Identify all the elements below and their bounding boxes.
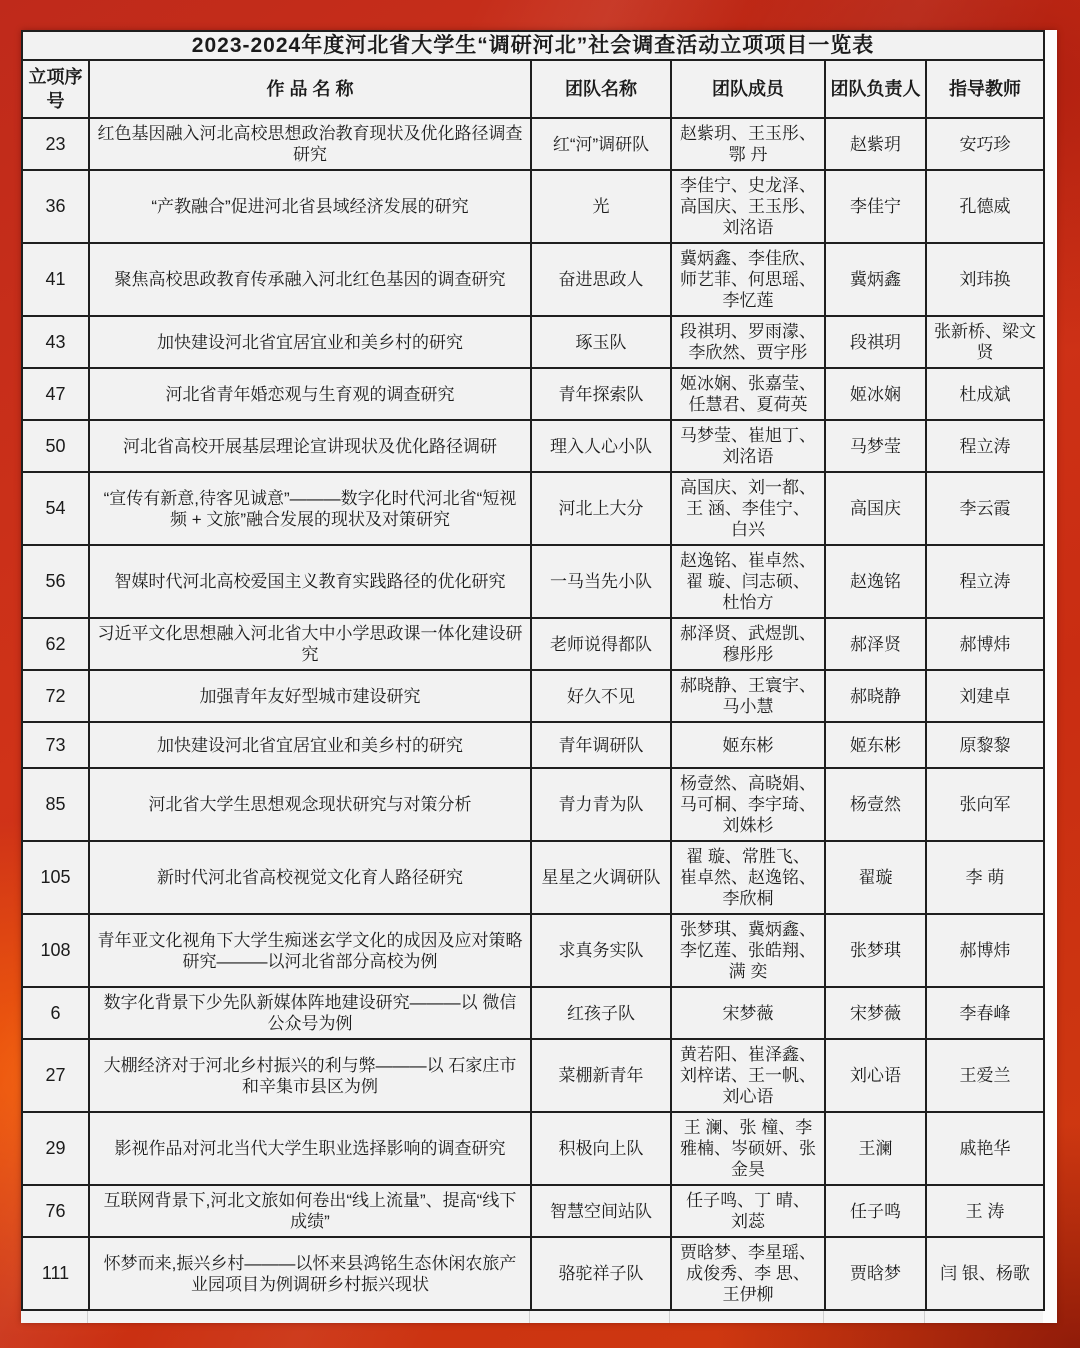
team-leader-cell: 宋梦薇 — [825, 987, 926, 1039]
advisor-cell: 郝博炜 — [926, 618, 1044, 670]
team-leader-cell: 马梦莹 — [825, 420, 926, 472]
advisor-cell: 安巧珍 — [926, 118, 1044, 170]
table-row — [22, 1112, 1044, 1185]
team-leader-cell: 段祺玥 — [825, 316, 926, 368]
team-name-cell: 琢玉队 — [531, 316, 671, 368]
work-name-cell: 习近平文化思想融入河北省大中小学思政课一体化建设研究 — [89, 618, 531, 670]
team-members-cell: 郝泽贤、武煜凯、穆彤彤 — [671, 618, 825, 670]
advisor-cell: 戚艳华 — [926, 1112, 1044, 1185]
team-name-cell: 光 — [531, 170, 671, 243]
team-members-cell: 任子鸣、丁 晴、刘蕊 — [671, 1185, 825, 1237]
table-row — [22, 670, 1044, 722]
work-name-cell: 数字化背景下少先队新媒体阵地建设研究———以 微信公众号为例 — [89, 987, 531, 1039]
header-project-no: 立项序号 — [22, 60, 89, 118]
team-members-cell: 高国庆、刘一都、王 涵、李佳宁、白兴 — [671, 472, 825, 545]
work-name-cell: 互联网背景下,河北文旅如何卷出“线上流量”、提高“线下成绩” — [89, 1185, 531, 1237]
advisor-cell: 张向军 — [926, 768, 1044, 841]
team-name-cell: 青年探索队 — [531, 368, 671, 420]
team-name-cell: 青力青为队 — [531, 768, 671, 841]
table-row — [22, 316, 1044, 368]
team-members-cell: 姬东彬 — [671, 722, 825, 768]
work-name-cell: “宣传有新意,待客见诚意”———数字化时代河北省“短视频 + 文旅”融合发展的现状及对策研究 — [89, 472, 531, 545]
table-row — [22, 768, 1044, 841]
header-team-leader: 团队负责人 — [825, 60, 926, 118]
team-name-cell: 好久不见 — [531, 670, 671, 722]
work-name-cell: 河北省青年婚恋观与生育观的调查研究 — [89, 368, 531, 420]
partial-next-row-strip — [21, 1311, 1043, 1323]
work-name-cell: 智媒时代河北高校爱国主义教育实践路径的优化研究 — [89, 545, 531, 618]
table-body — [22, 118, 1044, 1310]
project-no-cell: 36 — [22, 170, 89, 243]
advisor-cell: 李 萌 — [926, 841, 1044, 914]
advisor-cell: 原黎黎 — [926, 722, 1044, 768]
team-leader-cell: 赵紫玥 — [825, 118, 926, 170]
table-row — [22, 987, 1044, 1039]
team-name-cell: 老师说得都队 — [531, 618, 671, 670]
project-no-cell: 54 — [22, 472, 89, 545]
project-no-cell: 47 — [22, 368, 89, 420]
table-row — [22, 841, 1044, 914]
team-leader-cell: 郝泽贤 — [825, 618, 926, 670]
table-row — [22, 1039, 1044, 1112]
advisor-cell: 孔德威 — [926, 170, 1044, 243]
work-name-cell: “产教融合”促进河北省县域经济发展的研究 — [89, 170, 531, 243]
table-row — [22, 118, 1044, 170]
work-name-cell: 大棚经济对于河北乡村振兴的利与弊———以 石家庄市和辛集市县区为例 — [89, 1039, 531, 1112]
team-members-cell: 郝晓静、王寰宇、马小慧 — [671, 670, 825, 722]
work-name-cell: 河北省大学生思想观念现状研究与对策分析 — [89, 768, 531, 841]
team-name-cell: 一马当先小队 — [531, 545, 671, 618]
work-name-cell: 加快建设河北省宜居宜业和美乡村的研究 — [89, 316, 531, 368]
project-no-cell: 50 — [22, 420, 89, 472]
team-leader-cell: 刘心语 — [825, 1039, 926, 1112]
team-members-cell: 马梦莹、崔旭丁、刘洺语 — [671, 420, 825, 472]
team-name-cell: 骆驼祥子队 — [531, 1237, 671, 1310]
team-leader-cell: 郝晓静 — [825, 670, 926, 722]
team-members-cell: 贾晗梦、李星瑶、成俊秀、李 思、王伊柳 — [671, 1237, 825, 1310]
project-no-cell: 111 — [22, 1237, 89, 1310]
table-row — [22, 368, 1044, 420]
work-name-cell: 青年亚文化视角下大学生痴迷玄学文化的成因及应对策略研究———以河北省部分高校为例 — [89, 914, 531, 987]
table-row — [22, 1185, 1044, 1237]
advisor-cell: 闫 银、杨歌 — [926, 1237, 1044, 1310]
team-name-cell: 红“河”调研队 — [531, 118, 671, 170]
team-members-cell: 张梦琪、冀炳鑫、李忆莲、张皓翔、满 奕 — [671, 914, 825, 987]
table-row — [22, 170, 1044, 243]
advisor-cell: 杜成斌 — [926, 368, 1044, 420]
table-title: 2023-2024年度河北省大学生“调研河北”社会调查活动立项项目一览表 — [22, 31, 1044, 60]
table-row — [22, 243, 1044, 316]
team-leader-cell: 姬冰娴 — [825, 368, 926, 420]
team-leader-cell: 姬东彬 — [825, 722, 926, 768]
team-leader-cell: 赵逸铭 — [825, 545, 926, 618]
team-name-cell: 积极向上队 — [531, 1112, 671, 1185]
team-leader-cell: 张梦琪 — [825, 914, 926, 987]
work-name-cell: 怀梦而来,振兴乡村———以怀来县鸿铭生态休闲农旅产业园项目为例调研乡村振兴现状 — [89, 1237, 531, 1310]
team-members-cell: 赵逸铭、崔卓然、翟 璇、闫志硕、杜怡方 — [671, 545, 825, 618]
team-name-cell: 红孩子队 — [531, 987, 671, 1039]
team-leader-cell: 杨壹然 — [825, 768, 926, 841]
header-advisor: 指导教师 — [926, 60, 1044, 118]
team-name-cell: 星星之火调研队 — [531, 841, 671, 914]
team-members-cell: 冀炳鑫、李佳欣、师艺菲、何思瑶、李忆莲 — [671, 243, 825, 316]
team-leader-cell: 贾晗梦 — [825, 1237, 926, 1310]
team-leader-cell: 高国庆 — [825, 472, 926, 545]
header-team-members: 团队成员 — [671, 60, 825, 118]
project-no-cell: 76 — [22, 1185, 89, 1237]
project-no-cell: 23 — [22, 118, 89, 170]
advisor-cell: 刘玮换 — [926, 243, 1044, 316]
advisor-cell: 李云霞 — [926, 472, 1044, 545]
table-row — [22, 722, 1044, 768]
project-no-cell: 73 — [22, 722, 89, 768]
advisor-cell: 李春峰 — [926, 987, 1044, 1039]
team-members-cell: 王 澜、张 橦、李雅楠、岑硕妍、张金昊 — [671, 1112, 825, 1185]
advisor-cell: 程立涛 — [926, 545, 1044, 618]
advisor-cell: 王爱兰 — [926, 1039, 1044, 1112]
header-work-name: 作 品 名 称 — [89, 60, 531, 118]
team-members-cell: 黄若阳、崔泽鑫、刘梓诺、王一帆、刘心语 — [671, 1039, 825, 1112]
table-row — [22, 545, 1044, 618]
advisor-cell: 王 涛 — [926, 1185, 1044, 1237]
work-name-cell: 聚焦高校思政教育传承融入河北红色基因的调查研究 — [89, 243, 531, 316]
project-no-cell: 72 — [22, 670, 89, 722]
team-name-cell: 理入人心小队 — [531, 420, 671, 472]
team-members-cell: 杨壹然、高晓娟、马可桐、李宇琦、刘姝杉 — [671, 768, 825, 841]
team-name-cell: 菜棚新青年 — [531, 1039, 671, 1112]
team-members-cell: 翟 璇、常胜飞、崔卓然、赵逸铭、李欣桐 — [671, 841, 825, 914]
advisor-cell: 郝博炜 — [926, 914, 1044, 987]
project-no-cell: 29 — [22, 1112, 89, 1185]
table-row — [22, 420, 1044, 472]
team-members-cell: 李佳宁、史龙泽、高国庆、王玉彤、刘洺语 — [671, 170, 825, 243]
project-no-cell: 43 — [22, 316, 89, 368]
project-no-cell: 108 — [22, 914, 89, 987]
table-row — [22, 1237, 1044, 1310]
work-name-cell: 新时代河北省高校视觉文化育人路径研究 — [89, 841, 531, 914]
table-row — [22, 472, 1044, 545]
team-name-cell: 智慧空间站队 — [531, 1185, 671, 1237]
project-no-cell: 56 — [22, 545, 89, 618]
project-no-cell: 105 — [22, 841, 89, 914]
project-no-cell: 27 — [22, 1039, 89, 1112]
team-members-cell: 宋梦薇 — [671, 987, 825, 1039]
project-table — [21, 30, 1045, 1311]
team-leader-cell: 任子鸣 — [825, 1185, 926, 1237]
team-leader-cell: 冀炳鑫 — [825, 243, 926, 316]
team-members-cell: 姬冰娴、张嘉莹、任慧君、夏荷英 — [671, 368, 825, 420]
work-name-cell: 影视作品对河北当代大学生职业选择影响的调查研究 — [89, 1112, 531, 1185]
header-team-name: 团队名称 — [531, 60, 671, 118]
project-no-cell: 85 — [22, 768, 89, 841]
work-name-cell: 红色基因融入河北高校思想政治教育现状及优化路径调查研究 — [89, 118, 531, 170]
team-name-cell: 河北上大分 — [531, 472, 671, 545]
work-name-cell: 河北省高校开展基层理论宣讲现状及优化路径调研 — [89, 420, 531, 472]
advisor-cell: 张新桥、梁文贤 — [926, 316, 1044, 368]
team-leader-cell: 翟璇 — [825, 841, 926, 914]
team-name-cell: 求真务实队 — [531, 914, 671, 987]
team-name-cell: 奋进思政人 — [531, 243, 671, 316]
table-row — [22, 914, 1044, 987]
table-row — [22, 618, 1044, 670]
table-sheet — [21, 30, 1057, 1323]
table-header-row — [22, 60, 1044, 118]
team-members-cell: 赵紫玥、王玉彤、鄂 丹 — [671, 118, 825, 170]
team-members-cell: 段祺玥、罗雨濛、李欣然、贾宇彤 — [671, 316, 825, 368]
project-no-cell: 41 — [22, 243, 89, 316]
team-leader-cell: 王澜 — [825, 1112, 926, 1185]
table-title-row — [22, 31, 1044, 60]
project-no-cell: 62 — [22, 618, 89, 670]
work-name-cell: 加快建设河北省宜居宜业和美乡村的研究 — [89, 722, 531, 768]
project-no-cell: 6 — [22, 987, 89, 1039]
work-name-cell: 加强青年友好型城市建设研究 — [89, 670, 531, 722]
advisor-cell: 程立涛 — [926, 420, 1044, 472]
team-leader-cell: 李佳宁 — [825, 170, 926, 243]
team-name-cell: 青年调研队 — [531, 722, 671, 768]
advisor-cell: 刘建卓 — [926, 670, 1044, 722]
